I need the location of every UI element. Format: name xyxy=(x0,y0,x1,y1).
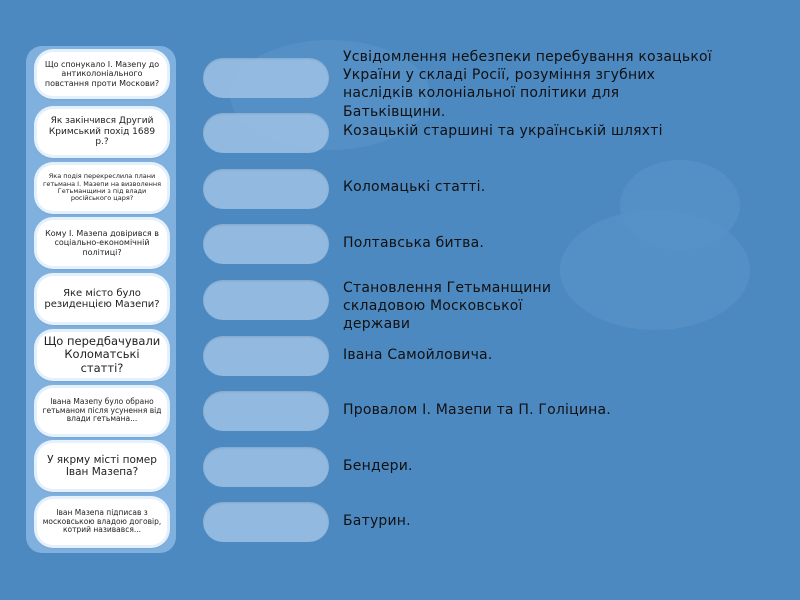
question-card[interactable]: Іван Мазепа підписав з московською владою договір, котрий називався... xyxy=(37,499,167,545)
question-card[interactable]: Що передбачували Коломатські статті? xyxy=(37,332,167,378)
answer-text: Становлення Гетьманщини складовою Московської держави xyxy=(343,280,552,333)
drop-slot[interactable] xyxy=(203,113,329,153)
question-card[interactable]: Що спонукало І. Мазепу до антиколоніального повстання проти Москови? xyxy=(37,52,167,96)
drop-slot[interactable] xyxy=(203,336,329,376)
drop-slot[interactable] xyxy=(203,280,329,320)
answer-text: Полтавська битва. xyxy=(343,235,485,251)
question-card[interactable]: Кому І. Мазепа довірився в соціально-економічній політиці? xyxy=(37,220,167,266)
question-card[interactable]: Яке місто було резиденцією Мазепи? xyxy=(37,276,167,322)
drop-slot[interactable] xyxy=(203,224,329,264)
question-card[interactable]: Яка подія перекреслила плани гетьмана І. Мазепи на визволення Гетьманщини з під влади російського царя? xyxy=(37,165,167,211)
answer-text: Козацькій старшині та українській шляхті xyxy=(343,123,663,139)
answer-text: Бендери. xyxy=(343,458,413,474)
drop-slot[interactable] xyxy=(203,502,329,542)
drop-slot[interactable] xyxy=(203,58,329,98)
answer-text: Івана Самойловича. xyxy=(343,347,493,363)
drop-slot[interactable] xyxy=(203,169,329,209)
drop-slot[interactable] xyxy=(203,447,329,487)
drop-slot[interactable] xyxy=(203,391,329,431)
answer-text: Усвідомлення небезпеки перебування козацької України у складі Росії, розуміння згубних наслідків колоніальної політики для Батьківщини. xyxy=(343,49,712,120)
question-card[interactable]: Івана Мазепу було обрано гетьманом після усунення від влади гетьмана... xyxy=(37,388,167,434)
question-card[interactable]: У якрму місті помер Іван Мазепа? xyxy=(37,443,167,489)
answer-text: Батурин. xyxy=(343,513,411,529)
answer-text: Коломацькі статті. xyxy=(343,179,486,195)
question-card[interactable]: Як закінчився Другий Кримський похід 1689 р.? xyxy=(37,109,167,155)
answer-text: Провалом І. Мазепи та П. Голіцина. xyxy=(343,402,611,418)
